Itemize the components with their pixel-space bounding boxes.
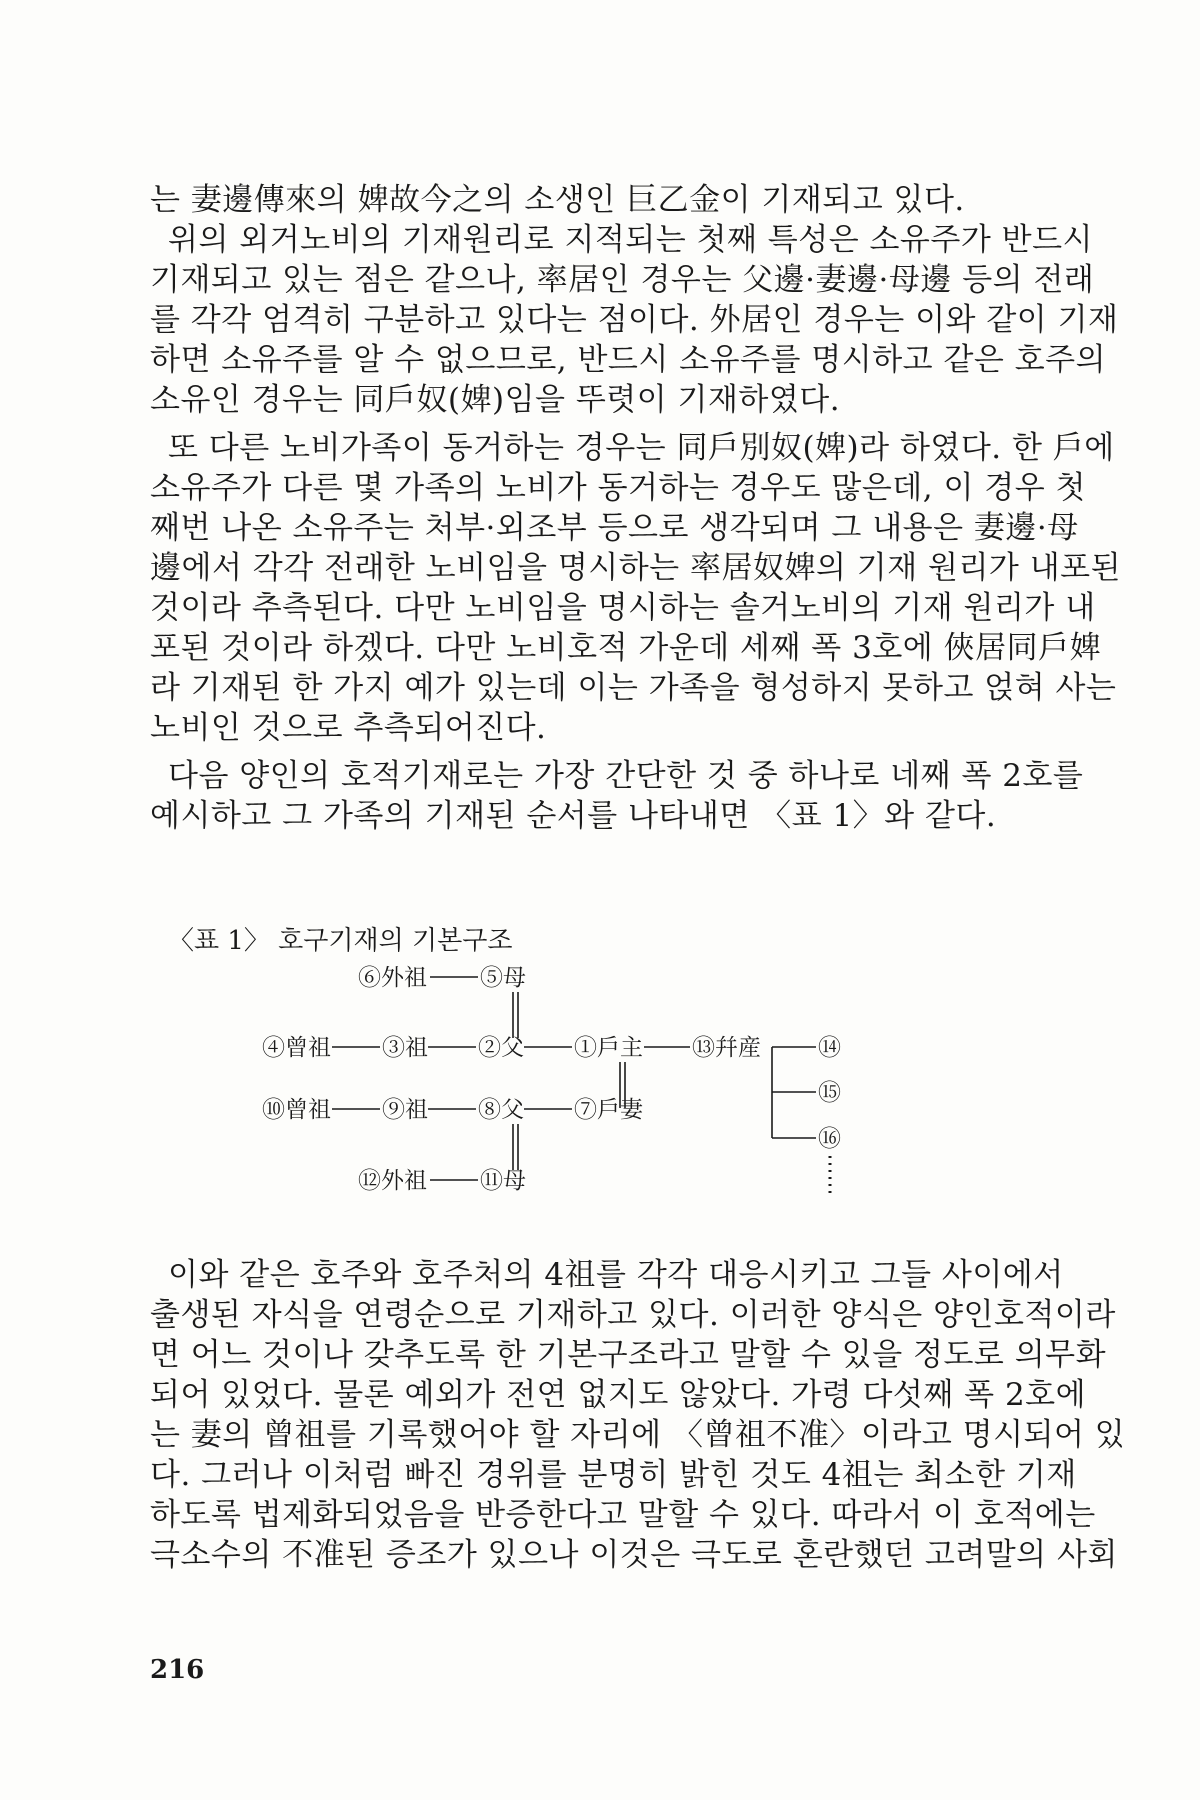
node-wife-mother: ⑪母 — [480, 1168, 526, 1194]
text-line: 면 어느 것이나 갖추도록 한 기본구조라고 말할 수 있을 정도로 의무화 — [150, 1337, 1107, 1373]
page-number: 216 — [150, 1655, 205, 1685]
node-wife-great-grandfather: ⑩曾祖 — [262, 1097, 331, 1123]
text-line: 노비인 것으로 추측되어진다. — [150, 710, 547, 746]
node-wife-outer-grandfather: ⑫外祖 — [358, 1168, 427, 1194]
text-line: 다. 그러나 이처럼 빠진 경위를 분명히 밝힌 것도 4祖는 최소한 기재 — [150, 1457, 1077, 1493]
text-line: 예시하고 그 가족의 기재된 순서를 나타내면 〈표 1〉와 같다. — [150, 798, 997, 834]
text-line: 소유인 경우는 同戶奴(婢)임을 뚜렷이 기재하였다. — [150, 382, 841, 418]
text-line: 소유주가 다른 몇 가족의 노비가 동거하는 경우도 많은데, 이 경우 첫 — [150, 470, 1086, 506]
text-line: 하도록 법제화되었음을 반증한다고 말할 수 있다. 따라서 이 호적에는 — [150, 1497, 1096, 1533]
text-line: 를 각각 엄격히 구분하고 있다는 점이다. 外居인 경우는 이와 같이 기재 — [150, 302, 1119, 338]
node-grandfather: ③祖 — [382, 1035, 428, 1061]
text-line: 째번 나온 소유주는 처부·외조부 등으로 생각되며 그 내용은 妻邊·母 — [150, 510, 1079, 546]
node-mother: ⑤母 — [480, 965, 526, 991]
node-head-of-household: ①戶主 — [574, 1035, 643, 1061]
text-line: 는 妻의 曾祖를 기록했어야 할 자리에 〈曾祖不准〉이라고 명시되어 있 — [150, 1417, 1126, 1453]
node-child-14: ⑭ — [818, 1035, 841, 1061]
node-father: ②父 — [478, 1035, 524, 1061]
table-caption: 〈표 1〉 호구기재의 기본구조 — [168, 926, 513, 956]
node-children: ⑬幷産 — [692, 1035, 761, 1061]
text-line: 邊에서 각각 전래한 노비임을 명시하는 率居奴婢의 기재 원리가 내포된 — [150, 550, 1122, 586]
text-line: 이와 같은 호주와 호주처의 4祖를 각각 대응시키고 그들 사이에서 — [168, 1257, 1064, 1293]
text-line: 출생된 자식을 연령순으로 기재하고 있다. 이러한 양식은 양인호적이라 — [150, 1297, 1116, 1333]
text-line: 는 妻邊傳來의 婢故今之의 소생인 巨乙金이 기재되고 있다. — [150, 182, 965, 218]
node-child-16: ⑯ — [818, 1126, 841, 1152]
node-great-grandfather: ④曾祖 — [262, 1035, 331, 1061]
node-wife: ⑦戶妻 — [574, 1097, 643, 1123]
node-child-15: ⑮ — [818, 1080, 841, 1106]
text-line: 극소수의 不准된 증조가 있으나 이것은 극도로 혼란했던 고려말의 사회 — [150, 1537, 1118, 1573]
node-wife-father: ⑧父 — [478, 1097, 524, 1123]
text-line: 것이라 추측된다. 다만 노비임을 명시하는 솔거노비의 기재 원리가 내 — [150, 590, 1096, 626]
node-wife-grandfather: ⑨祖 — [382, 1097, 428, 1123]
node-outer-grandfather: ⑥外祖 — [358, 965, 427, 991]
text-line: 다음 양인의 호적기재로는 가장 간단한 것 중 하나로 네째 폭 2호를 — [168, 758, 1084, 794]
text-line: 위의 외거노비의 기재원리로 지적되는 첫째 특성은 소유주가 반드시 — [168, 222, 1093, 258]
text-line: 기재되고 있는 점은 같으나, 率居인 경우는 父邊·妻邊·母邊 등의 전래 — [150, 262, 1095, 298]
text-line: 또 다른 노비가족이 동거하는 경우는 同戶別奴(婢)라 하였다. 한 戶에 — [168, 430, 1115, 466]
text-line: 포된 것이라 하겠다. 다만 노비호적 가운데 세째 폭 3호에 俠居同戶婢 — [150, 630, 1102, 666]
text-line: 하면 소유주를 알 수 없으므로, 반드시 소유주를 명시하고 같은 호주의 — [150, 342, 1107, 378]
text-line: 되어 있었다. 물론 예외가 전연 없지도 않았다. 가령 다섯째 폭 2호에 — [150, 1377, 1087, 1413]
text-line: 라 기재된 한 가지 예가 있는데 이는 가족을 형성하지 못하고 얹혀 사는 — [150, 670, 1117, 706]
